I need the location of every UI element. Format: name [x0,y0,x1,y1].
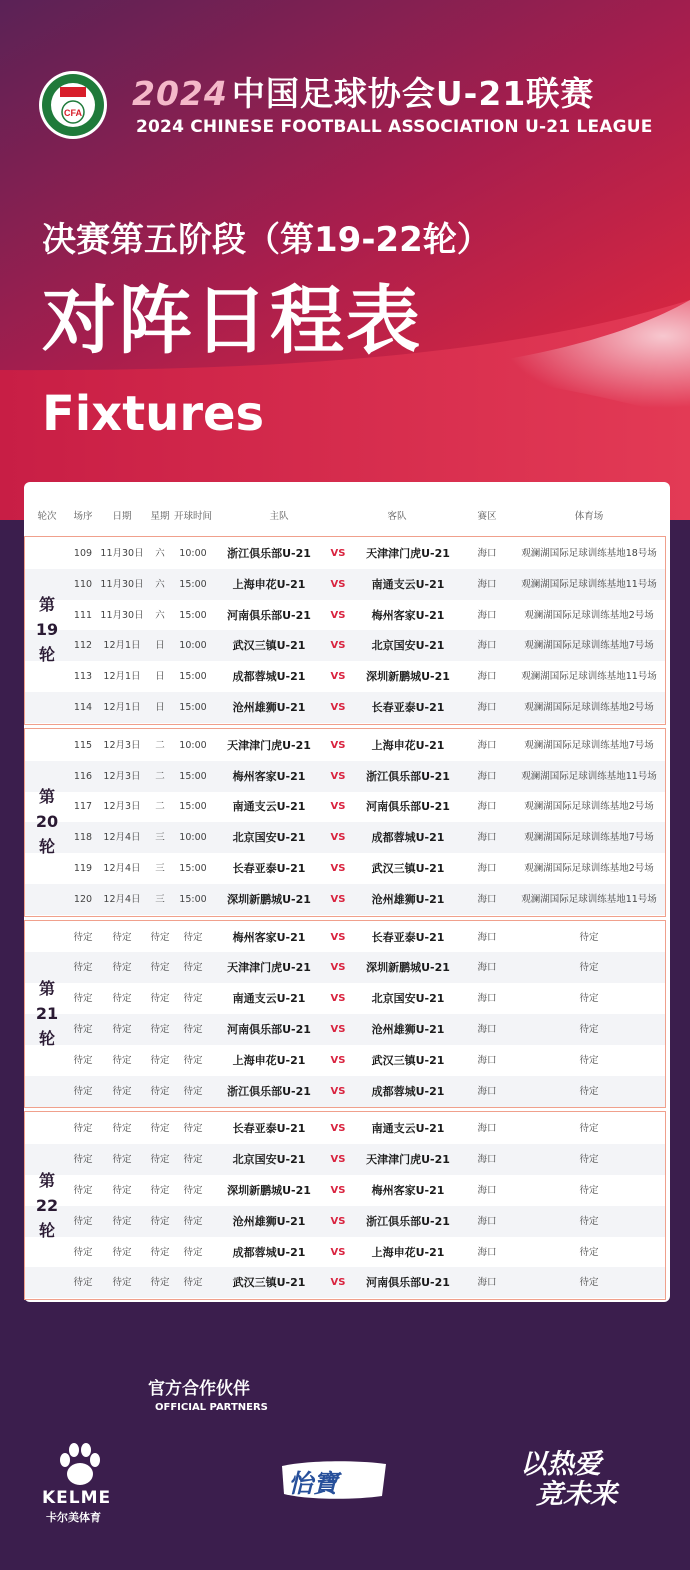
match-vs: VS [330,1246,346,1258]
match-away: 沧州雄狮U-21 [371,892,445,906]
match-row [25,569,665,600]
match-date: 待定 [112,1185,132,1196]
match-away: 武汉三镇U-21 [371,862,445,875]
match-vs: VS [330,1024,346,1035]
round-label-bottom: 轮 [38,645,55,665]
match-away: 上海申花U-21 [371,1245,445,1259]
match-no: 112 [73,640,93,652]
match-venue: 待定 [579,1085,599,1097]
match-date: 待定 [112,1123,132,1135]
match-venue: 观澜湖国际足球训练基地11号场 [521,893,657,905]
league-title-cn [132,68,594,115]
match-home: 梅州客家U-21 [232,930,306,944]
match-date: 12月3日 [103,770,141,782]
match-weekday: 待定 [150,1024,170,1035]
match-time: 15:00 [179,893,207,905]
match-vs: VS [330,893,346,905]
match-time: 15:00 [179,801,207,813]
match-home: 南通支云U-21 [232,992,306,1006]
match-away: 天津津门虎U-21 [366,1153,450,1167]
match-row [25,922,665,953]
match-zone: 海口 [477,1277,497,1289]
match-zone: 海口 [477,863,497,874]
round-label-top: 第 [38,1170,55,1190]
match-away: 浙江俱乐部U-21 [366,1214,450,1228]
match-date: 12月4日 [103,893,141,905]
match-row [25,730,665,761]
match-row [25,1206,665,1237]
round-label [28,1168,66,1243]
match-weekday: 待定 [150,1215,170,1227]
kelme-paw-icon [54,1440,106,1492]
match-row [25,761,665,792]
match-zone: 海口 [477,770,497,782]
cfa-logo [38,70,108,140]
match-weekday: 待定 [150,1085,170,1097]
match-venue: 观澜湖国际足球训练基地18号场 [521,548,657,559]
round-label-bottom: 轮 [38,1220,55,1240]
column-header: 客队 [387,511,407,522]
match-no: 待定 [73,1085,93,1097]
match-row [25,1237,665,1268]
match-no: 待定 [73,1154,93,1166]
match-vs: VS [330,832,346,844]
match-zone: 海口 [477,1123,497,1135]
match-home: 北京国安U-21 [232,831,306,845]
match-no: 120 [73,893,93,905]
match-home: 天津津门虎U-21 [227,738,311,752]
round-label-bottom: 轮 [38,1029,55,1048]
match-weekday: 二 [155,770,165,782]
match-venue: 观澜湖国际足球训练基地2号场 [524,609,654,621]
match-home: 北京国安U-21 [232,1153,306,1167]
match-vs: VS [330,609,346,621]
match-date: 12月3日 [103,739,141,751]
match-weekday: 六 [155,548,165,559]
match-zone: 海口 [477,1215,497,1227]
match-away: 梅州客家U-21 [371,1184,445,1197]
match-time: 10:00 [179,739,207,751]
match-row [25,791,665,822]
match-home: 河南俱乐部U-21 [227,608,311,622]
match-vs: VS [330,1123,346,1135]
match-home: 河南俱乐部U-21 [227,1023,311,1036]
match-zone: 海口 [477,801,497,813]
match-vs: VS [330,1085,346,1097]
match-time: 待定 [183,931,203,943]
league-year: 2024 [132,74,228,113]
match-weekday: 待定 [150,1154,170,1166]
column-header: 体育场 [574,511,604,522]
round-label [28,592,66,667]
match-vs: VS [330,863,346,874]
match-date: 12月1日 [103,671,141,683]
match-venue: 待定 [579,1054,599,1066]
match-venue: 观澜湖国际足球训练基地2号场 [524,702,654,713]
match-weekday: 待定 [150,962,170,974]
match-vs: VS [330,801,346,813]
match-zone: 海口 [477,893,497,905]
match-home: 沧州雄狮U-21 [232,1214,306,1228]
column-header: 日期 [112,511,132,522]
match-date: 12月4日 [103,832,141,844]
match-no: 117 [73,801,93,813]
match-time: 10:00 [179,548,207,559]
match-home: 成都蓉城U-21 [232,1245,306,1259]
match-vs: VS [330,1154,346,1166]
column-header: 赛区 [477,511,497,522]
league-name-cn: 中国足球协会U-21联赛 [231,74,595,113]
match-weekday: 待定 [150,1185,170,1196]
slogan-line-2: 竞未来 [536,1479,617,1510]
match-zone: 海口 [477,832,497,844]
match-zone: 海口 [477,1154,497,1166]
match-date: 11月30日 [100,548,144,559]
match-time: 待定 [183,1154,203,1166]
match-time: 15:00 [179,770,207,782]
match-weekday: 日 [155,640,165,652]
match-time: 待定 [183,1277,203,1289]
match-time: 待定 [183,1185,203,1196]
match-row [25,884,665,915]
match-venue: 观澜湖国际足球训练基地2号场 [524,801,654,813]
match-weekday: 六 [155,609,165,621]
match-vs: VS [330,640,346,652]
match-home: 长春亚泰U-21 [232,862,306,875]
match-weekday: 三 [155,832,165,844]
match-row [25,630,665,661]
match-zone: 海口 [477,993,497,1005]
match-away: 成都蓉城U-21 [371,831,445,845]
match-away: 武汉三镇U-21 [371,1053,445,1067]
match-weekday: 待定 [150,1054,170,1066]
match-date: 11月30日 [100,609,144,621]
match-time: 10:00 [179,640,207,652]
match-vs: VS [330,770,346,782]
match-weekday: 待定 [150,1246,170,1258]
slogan-line-1: 以热爱 [520,1449,601,1480]
match-venue: 观澜湖国际足球训练基地7号场 [524,832,654,844]
match-away: 河南俱乐部U-21 [366,1276,450,1290]
match-vs: VS [330,962,346,974]
round-label-num: 20 [35,812,59,832]
match-time: 待定 [183,1215,203,1227]
match-venue: 待定 [579,1185,599,1196]
match-zone: 海口 [477,609,497,621]
match-home: 上海申花U-21 [232,577,306,591]
match-no: 待定 [73,1246,93,1258]
round-label [28,784,66,859]
match-no: 113 [73,671,93,683]
match-time: 15:00 [179,863,207,874]
match-time: 待定 [183,1054,203,1066]
match-row [25,1144,665,1175]
match-vs: VS [330,1054,346,1066]
match-weekday: 三 [155,893,165,905]
match-home: 武汉三镇U-21 [232,639,306,653]
match-no: 待定 [73,962,93,974]
match-venue: 待定 [579,1024,599,1035]
match-zone: 海口 [477,1054,497,1066]
match-weekday: 待定 [150,1277,170,1289]
match-weekday: 日 [155,671,165,683]
match-date: 待定 [112,1215,132,1227]
match-no: 待定 [73,993,93,1005]
match-venue: 待定 [579,993,599,1005]
match-vs: VS [330,931,346,943]
match-no: 116 [73,770,93,782]
match-away: 浙江俱乐部U-21 [366,769,450,783]
column-header: 星期 [150,511,170,522]
page-title: 对阵日程表 [42,278,422,364]
match-home: 深圳新鹏城U-21 [227,1184,311,1197]
match-zone: 海口 [477,1246,497,1258]
match-time: 待定 [183,1246,203,1258]
match-away: 长春亚泰U-21 [371,701,445,714]
round-label [28,976,66,1051]
match-row [25,1076,665,1107]
match-weekday: 二 [155,801,165,813]
match-venue: 观澜湖国际足球训练基地2号场 [524,863,654,874]
match-away: 北京国安U-21 [371,992,445,1006]
match-date: 待定 [112,931,132,943]
match-row [25,1175,665,1206]
match-date: 11月30日 [100,578,144,590]
yibao-brand: 怡寶 [288,1469,339,1498]
match-time: 待定 [183,962,203,974]
match-vs: VS [330,993,346,1005]
match-time: 待定 [183,993,203,1005]
match-no: 待定 [73,1277,93,1289]
round-label-num: 22 [35,1195,59,1215]
match-zone: 海口 [477,1185,497,1196]
match-date: 待定 [112,1024,132,1035]
match-vs: VS [330,1215,346,1227]
match-vs: VS [330,548,346,559]
match-time: 10:00 [179,832,207,844]
fixtures-label: Fixtures [42,386,265,442]
match-no: 待定 [73,931,93,943]
match-zone: 海口 [477,931,497,943]
match-home: 浙江俱乐部U-21 [227,1084,311,1098]
match-away: 长春亚泰U-21 [371,930,445,944]
match-no: 111 [73,609,93,621]
match-row [25,1113,665,1144]
match-away: 河南俱乐部U-21 [366,800,450,814]
match-venue: 观澜湖国际足球训练基地7号场 [524,640,654,652]
match-away: 成都蓉城U-21 [371,1084,445,1098]
match-date: 待定 [112,1277,132,1289]
match-vs: VS [330,671,346,683]
match-venue: 待定 [579,1277,599,1289]
match-venue: 观澜湖国际足球训练基地11号场 [521,770,657,782]
match-home: 梅州客家U-21 [232,769,306,783]
match-away: 深圳新鹏城U-21 [366,961,450,975]
match-vs: VS [330,702,346,713]
match-zone: 海口 [477,671,497,683]
match-row [25,692,665,723]
match-time: 15:00 [179,578,207,590]
match-away: 梅州客家U-21 [371,608,445,622]
match-zone: 海口 [477,1085,497,1097]
match-venue: 待定 [579,1154,599,1166]
partners-title-cn: 官方合作伙伴 [148,1379,250,1399]
match-zone: 海口 [477,578,497,590]
match-date: 12月4日 [103,863,141,874]
match-no: 114 [73,702,93,713]
column-header: 开球时间 [173,511,213,522]
round-label-top: 第 [38,979,55,998]
match-no: 109 [73,548,93,559]
column-header: 场序 [73,511,93,522]
match-weekday: 二 [155,739,165,751]
match-weekday: 待定 [150,931,170,943]
round-label-num: 21 [35,1004,59,1023]
match-row [25,1267,665,1298]
match-row [25,983,665,1014]
match-venue: 观澜湖国际足球训练基地7号场 [524,739,654,751]
match-no: 115 [73,739,93,751]
match-home: 浙江俱乐部U-21 [227,547,311,560]
match-date: 待定 [112,1246,132,1258]
match-zone: 海口 [477,1024,497,1035]
match-venue: 待定 [579,931,599,943]
match-zone: 海口 [477,548,497,559]
match-no: 待定 [73,1054,93,1066]
match-venue: 待定 [579,962,599,974]
match-no: 待定 [73,1215,93,1227]
match-venue: 待定 [579,1123,599,1135]
match-away: 南通支云U-21 [371,577,445,591]
round-label-top: 第 [38,787,55,807]
match-row [25,1045,665,1076]
match-away: 深圳新鹏城U-21 [366,670,450,684]
match-row [25,822,665,853]
match-date: 12月1日 [103,702,141,713]
match-home: 沧州雄狮U-21 [232,701,306,714]
round-label-top: 第 [38,595,55,615]
league-title-en: 2024 CHINESE FOOTBALL ASSOCIATION U-21 LEAGUE [136,117,653,137]
round-label-bottom: 轮 [38,837,55,857]
match-zone: 海口 [477,640,497,652]
match-row [25,538,665,569]
match-time: 15:00 [179,609,207,621]
match-date: 待定 [112,1054,132,1066]
match-row [25,853,665,884]
match-zone: 海口 [477,702,497,713]
match-weekday: 日 [155,702,165,713]
match-weekday: 六 [155,578,165,590]
match-no: 待定 [73,1024,93,1035]
match-home: 天津津门虎U-21 [227,961,311,975]
match-venue: 待定 [579,1246,599,1258]
match-weekday: 三 [155,863,165,874]
match-no: 待定 [73,1185,93,1196]
column-header: 轮次 [37,511,57,522]
match-row [25,600,665,631]
match-home: 南通支云U-21 [232,800,306,814]
match-no: 119 [73,863,93,874]
match-date: 待定 [112,1154,132,1166]
match-date: 待定 [112,1085,132,1097]
match-date: 待定 [112,962,132,974]
match-row [25,952,665,983]
match-no: 110 [73,578,93,590]
match-row [25,661,665,692]
match-vs: VS [330,739,346,751]
match-vs: VS [330,1185,346,1196]
match-time: 待定 [183,1085,203,1097]
match-date: 待定 [112,993,132,1005]
match-date: 12月1日 [103,640,141,652]
match-time: 15:00 [179,671,207,683]
match-home: 深圳新鹏城U-21 [227,892,311,906]
match-home: 上海申花U-21 [232,1053,306,1067]
match-no: 118 [73,832,93,844]
match-time: 待定 [183,1123,203,1135]
match-zone: 海口 [477,739,497,751]
partners-title-en: OFFICIAL PARTNERS [155,1402,268,1413]
match-zone: 海口 [477,962,497,974]
match-vs: VS [330,578,346,590]
match-row [25,1014,665,1045]
match-away: 上海申花U-21 [371,738,445,752]
slogan [520,1450,680,1510]
round-label-num: 19 [35,620,59,640]
match-home: 成都蓉城U-21 [232,670,306,684]
svg-text:CFA: CFA [64,108,82,118]
match-date: 12月3日 [103,801,141,813]
match-vs: VS [330,1277,346,1289]
match-home: 长春亚泰U-21 [232,1122,306,1136]
match-venue: 观澜湖国际足球训练基地11号场 [521,578,657,590]
column-header: 主队 [269,511,289,522]
match-away: 天津津门虎U-21 [366,547,450,560]
match-time: 15:00 [179,702,207,713]
match-time: 待定 [183,1024,203,1035]
match-home: 武汉三镇U-21 [232,1276,306,1290]
kelme-brand-cn: 卡尔美体育 [46,1511,101,1524]
match-weekday: 待定 [150,1123,170,1135]
match-away: 北京国安U-21 [371,639,445,653]
stage-title: 决赛第五阶段（第19-22轮） [42,220,491,260]
match-venue: 观澜湖国际足球训练基地11号场 [521,671,657,683]
match-venue: 待定 [579,1215,599,1227]
match-away: 南通支云U-21 [371,1122,445,1136]
match-away: 沧州雄狮U-21 [371,1023,445,1036]
kelme-brand: KELME [42,1488,112,1508]
match-weekday: 待定 [150,993,170,1005]
match-no: 待定 [73,1123,93,1135]
